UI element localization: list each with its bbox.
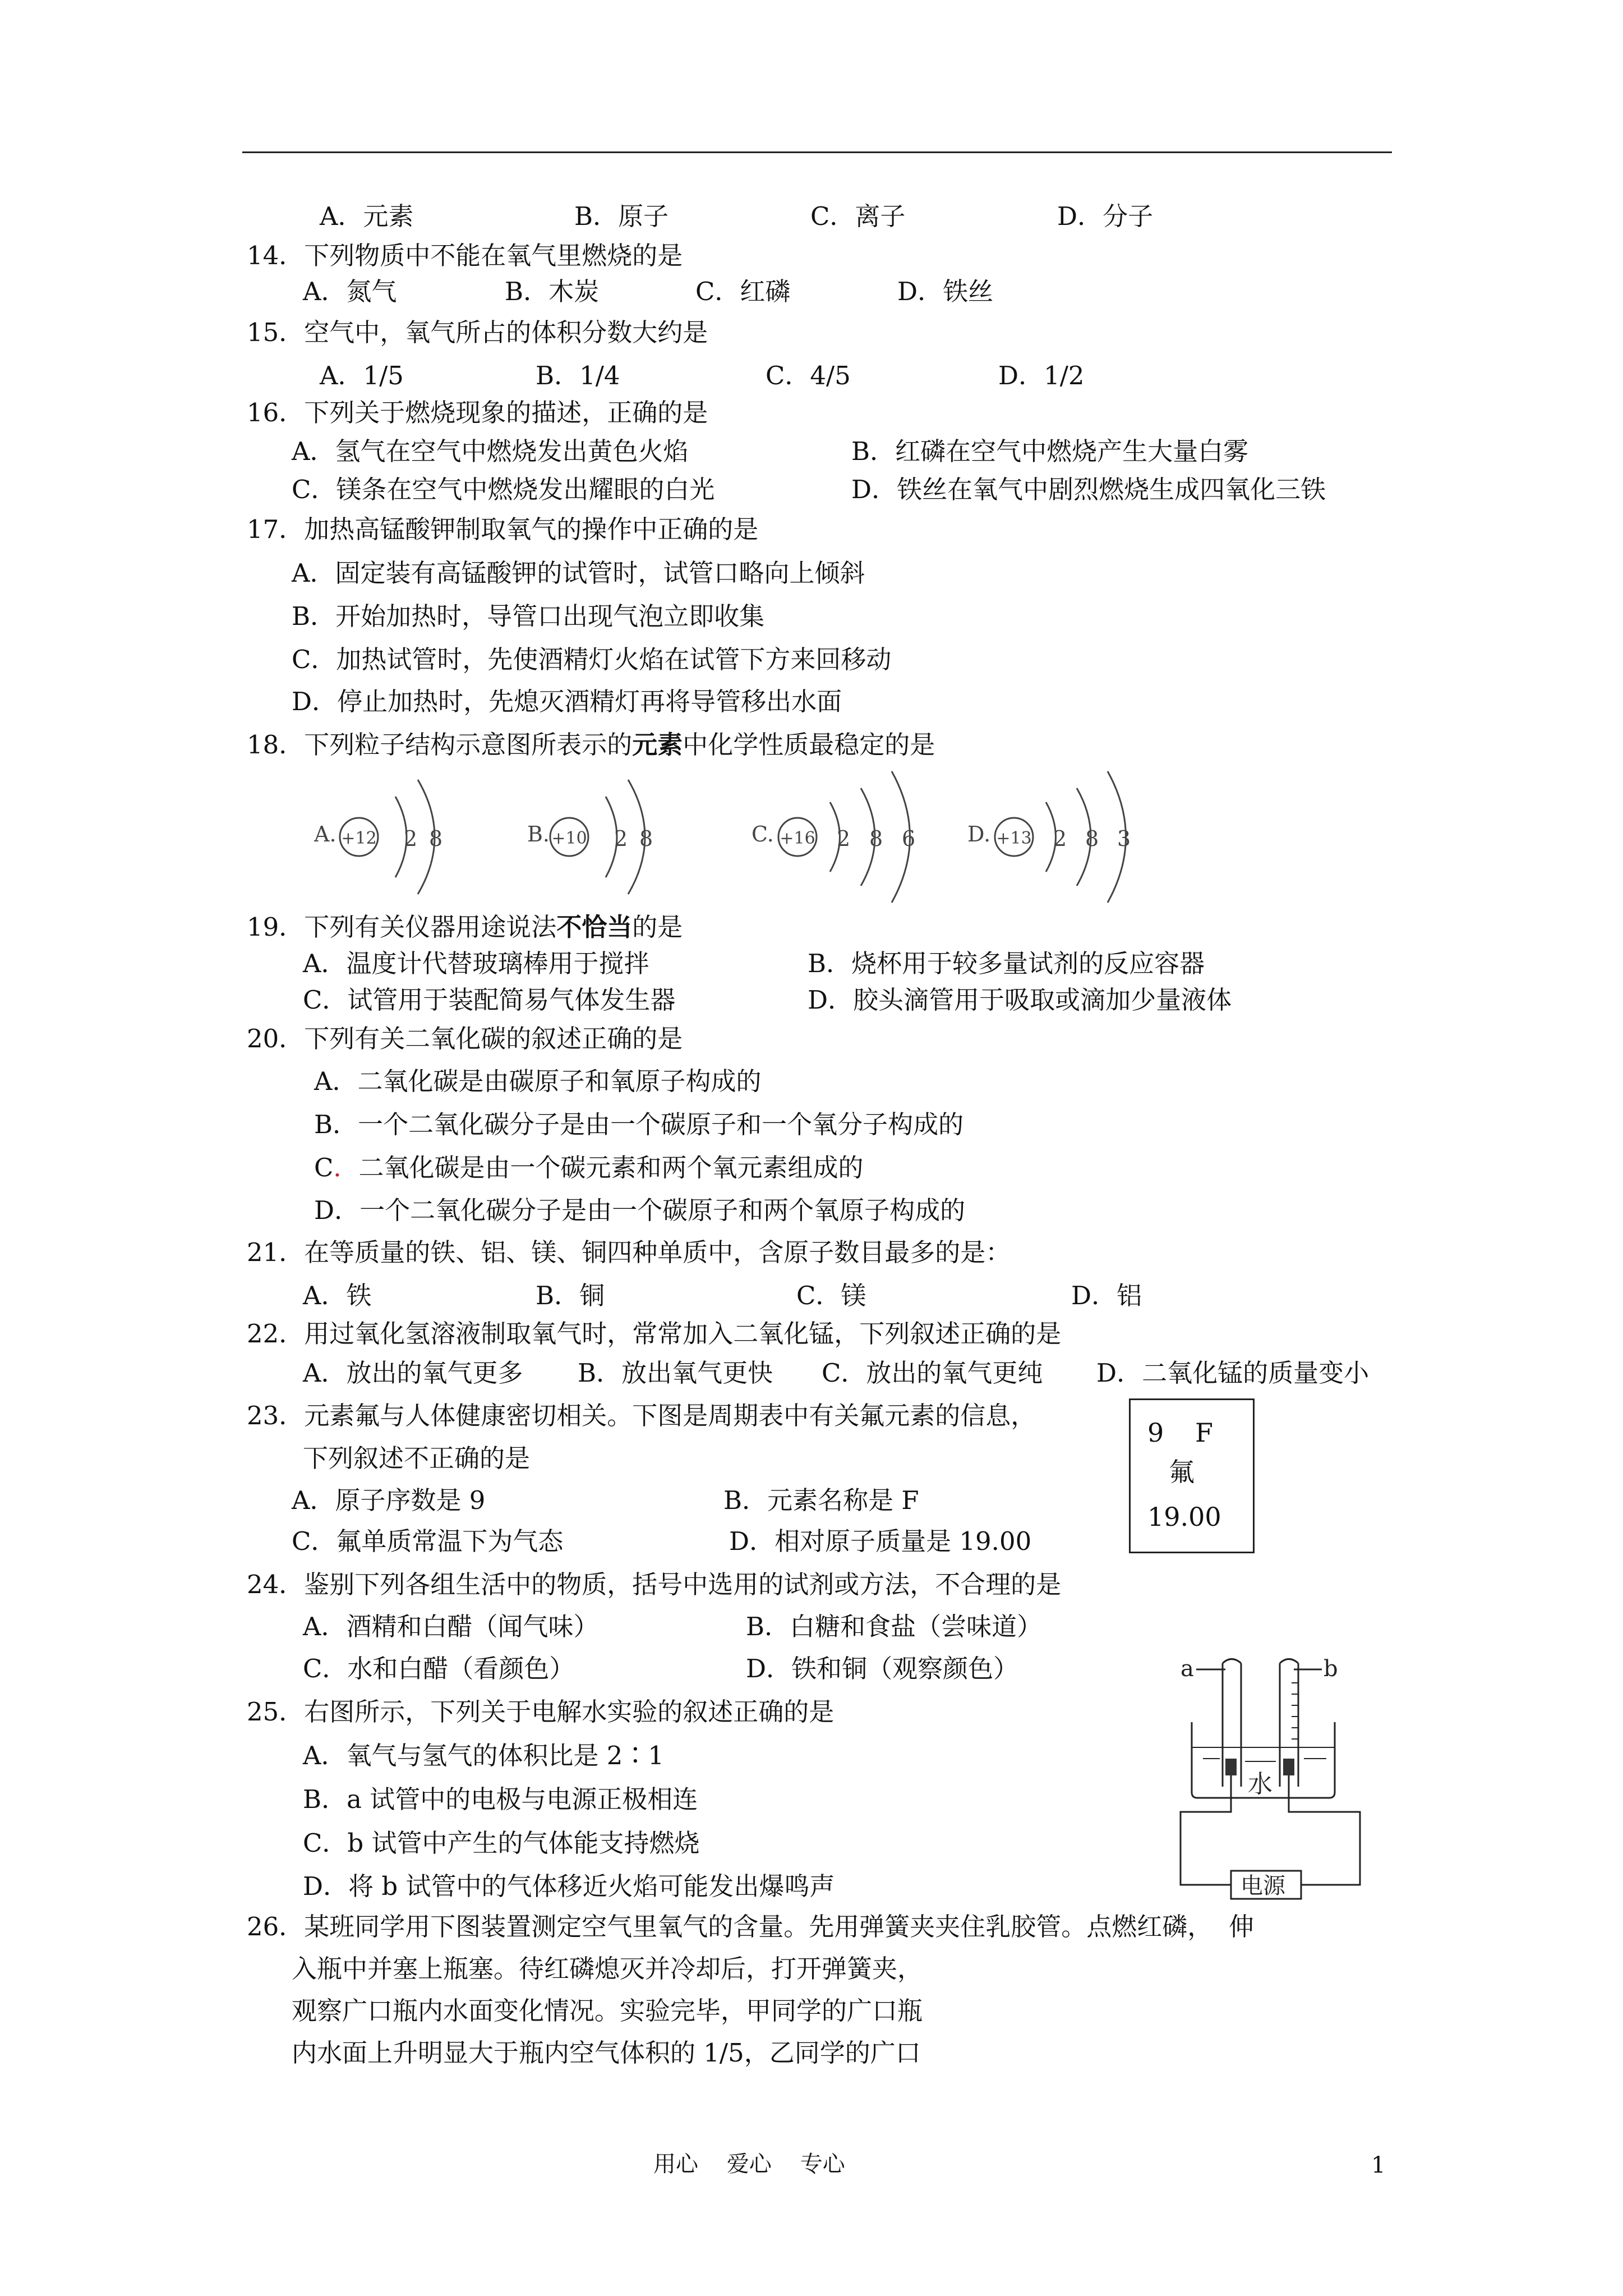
option-c: C．氟单质常温下为气态 — [292, 1526, 564, 1556]
option-b: B．1/4 — [536, 361, 620, 390]
option-d: D．1/2 — [998, 361, 1085, 390]
question-stem: 22．用过氧化氢溶液制取氧气时，常常加入二氧化锰，下列叙述正确的是 — [247, 1319, 1062, 1349]
shell-electrons: 2 — [404, 826, 418, 851]
question-stem: 15．空气中，氧气所占的体积分数大约是 — [247, 318, 708, 347]
question-line: 入瓶中并塞上瓶塞。待红磷熄灭并冷却后，打开弹簧夹， — [292, 1954, 923, 1984]
header-rule — [242, 151, 1392, 153]
shell-electrons: 3 — [1117, 826, 1131, 851]
shell-electrons: 8 — [429, 826, 443, 851]
question-stem — [247, 728, 935, 762]
option-d: D．铁丝 — [897, 277, 994, 306]
option-d: D．二氧化锰的质量变小 — [1096, 1358, 1370, 1388]
shell-electrons: 2 — [1053, 826, 1067, 851]
electrode-b — [1283, 1759, 1294, 1775]
option-b: B．白糖和食盐（尝味道） — [746, 1612, 1043, 1641]
shell-electrons: 8 — [1085, 826, 1099, 851]
wire-b — [1289, 1775, 1360, 1885]
option-b: B．开始加热时，导管口出现气泡立即收集 — [292, 601, 765, 631]
option-a: A．氮气 — [303, 277, 397, 306]
option-mark: ． — [333, 1153, 359, 1182]
option-c: C．离子 — [810, 201, 906, 231]
option-d: D．铝 — [1071, 1281, 1142, 1310]
question-stem: 17．加热高锰酸钾制取氧气的操作中正确的是 — [247, 514, 759, 544]
question-line: 26．某班同学用下图装置测定空气里氧气的含量。先用弹簧夹夹住乳胶管。点燃红磷， 伸 — [247, 1912, 1254, 1941]
shell-electrons: 8 — [639, 826, 653, 851]
option-c: C．加热试管时，先使酒精灯火焰在试管下方来回移动 — [292, 645, 892, 674]
option-a: A．温度计代替玻璃棒用于搅拌 — [303, 949, 649, 978]
question-line: 观察广口瓶内水面变化情况。实验完毕，甲同学的广口瓶 — [292, 1996, 923, 2026]
option-a: A．酒精和白醋（闻气味） — [303, 1612, 599, 1641]
diagram-d — [967, 771, 1131, 903]
diagram-letter: D. — [967, 822, 991, 846]
tube-a-label: a — [1181, 1656, 1194, 1682]
option-a: A．二氧化碳是由碳原子和氧原子构成的 — [314, 1066, 762, 1096]
option-d: D．一个二氧化碳分子是由一个碳原子和两个氧原子构成的 — [314, 1195, 966, 1225]
option-b: B．烧杯用于较多量试剂的反应容器 — [808, 949, 1205, 978]
question-stem: 21．在等质量的铁、铝、镁、铜四种单质中，含原子数目最多的是： — [247, 1237, 1011, 1267]
diagram-letter: C. — [751, 822, 774, 846]
option-a: A．1/5 — [320, 361, 404, 390]
electrode-a — [1225, 1759, 1237, 1775]
shell-electrons: 8 — [869, 826, 883, 851]
option-a: A．元素 — [320, 201, 414, 231]
option-a: A．原子序数是 9 — [292, 1485, 486, 1515]
option-b: B．铜 — [536, 1281, 605, 1310]
element-symbol: F — [1195, 1418, 1213, 1448]
stem-part: 中化学性质最稳定的是 — [683, 730, 935, 760]
option-d: D．相对原子质量是 19.00 — [729, 1526, 1032, 1556]
option-c: C．镁条在空气中燃烧发出耀眼的白光 — [292, 475, 715, 504]
stem-part: 的是 — [632, 912, 683, 942]
tube-b-label: b — [1324, 1656, 1338, 1682]
option-c: C．镁 — [796, 1281, 866, 1310]
shell-electrons: 2 — [837, 826, 851, 851]
question-stem: 20．下列有关二氧化碳的叙述正确的是 — [247, 1024, 683, 1053]
option-d: D．铁和铜（观察颜色） — [746, 1654, 1019, 1683]
nucleus-charge: +12 — [341, 829, 377, 848]
shell-electrons: 2 — [614, 826, 628, 851]
shell-electrons: 6 — [902, 826, 916, 851]
option-a: A．氧气与氢气的体积比是 2∶1 — [303, 1741, 665, 1770]
nucleus-charge: +16 — [780, 829, 815, 848]
option-c: C．4/5 — [766, 361, 851, 390]
option-d: D．分子 — [1057, 201, 1154, 231]
stem-emphasis: 元素 — [632, 730, 683, 760]
question-stem: 16．下列关于燃烧现象的描述，正确的是 — [247, 398, 708, 427]
water-label: 水 — [1248, 1770, 1272, 1798]
footer-motto: 用心 爱心 专心 — [653, 2151, 845, 2177]
option-b: B．a 试管中的电极与电源正极相连 — [303, 1784, 698, 1814]
option-a: A．铁 — [303, 1281, 372, 1310]
nucleus-charge: +13 — [996, 829, 1032, 848]
option-c — [314, 1151, 863, 1185]
option-b: B．木炭 — [505, 277, 600, 306]
stem-part: 19．下列有关仪器用途说法 — [247, 912, 557, 942]
option-b: B．元素名称是 F — [723, 1485, 919, 1515]
option-a: A．放出的氧气更多 — [303, 1358, 523, 1388]
question-stem: 23．元素氟与人体健康密切相关。下图是周期表中有关氟元素的信息， — [247, 1401, 1036, 1430]
option-c: C．放出的氧气更纯 — [822, 1358, 1043, 1388]
question-line: 内水面上升明显大于瓶内空气体积的 1/5，乙同学的广口 — [292, 2038, 921, 2068]
stem-emphasis: 不恰当 — [556, 912, 633, 942]
electrolysis-apparatus-figure — [1169, 1649, 1377, 1902]
option-text: 二氧化碳是由一个碳元素和两个氧元素组成的 — [358, 1153, 864, 1182]
option-d: D．胶头滴管用于吸取或滴加少量液体 — [808, 985, 1232, 1015]
question-stem — [247, 910, 683, 944]
option-c: C．b 试管中产生的气体能支持燃烧 — [303, 1828, 700, 1858]
page-number: 1 — [1371, 2152, 1386, 2178]
element-card — [1129, 1398, 1255, 1553]
option-b: B．放出氧气更快 — [578, 1358, 773, 1388]
question-stem: 14．下列物质中不能在氧气里燃烧的是 — [247, 241, 683, 270]
wire-a — [1181, 1775, 1231, 1885]
diagram-letter: A. — [314, 822, 336, 846]
atomic-number: 9 — [1147, 1418, 1164, 1448]
diagram-a — [314, 780, 442, 894]
option-c: C．试管用于装配简易气体发生器 — [303, 985, 676, 1015]
diagram-letter: B. — [527, 822, 550, 846]
element-name: 氟 — [1169, 1457, 1195, 1487]
question-stem: 24．鉴别下列各组生活中的物质，括号中选用的试剂或方法，不合理的是 — [247, 1570, 1062, 1599]
power-source-label: 电源 — [1241, 1873, 1285, 1899]
option-a: A．氢气在空气中燃烧发出黄色火焰 — [292, 436, 689, 466]
option-d: D．将 b 试管中的气体移近火焰可能发出爆鸣声 — [303, 1871, 835, 1901]
option-b: B．红磷在空气中燃烧产生大量白雾 — [851, 436, 1249, 466]
nucleus-charge: +10 — [551, 829, 587, 848]
option-letter: C — [314, 1153, 334, 1182]
option-b: B．原子 — [574, 201, 669, 231]
option-d: D．铁丝在氧气中剧烈燃烧生成四氧化三铁 — [851, 475, 1326, 504]
option-d: D．停止加热时，先熄灭酒精灯再将导管移出水面 — [292, 687, 842, 716]
option-c: C．水和白醋（看颜色） — [303, 1654, 575, 1683]
question-stem: 25．右图所示，下列关于电解水实验的叙述正确的是 — [247, 1697, 834, 1727]
option-b: B．一个二氧化碳分子是由一个碳原子和一个氧分子构成的 — [314, 1110, 964, 1139]
option-a: A．固定装有高锰酸钾的试管时，试管口略向上倾斜 — [292, 558, 865, 588]
stem-part: 18．下列粒子结构示意图所表示的 — [247, 730, 633, 760]
atomic-structure-diagrams — [314, 757, 1211, 914]
diagram-c — [751, 771, 915, 903]
option-c: C．红磷 — [695, 277, 791, 306]
atomic-mass: 19.00 — [1147, 1502, 1221, 1532]
question-stem-continued: 下列叙述不正确的是 — [303, 1443, 531, 1473]
diagram-b — [527, 780, 653, 894]
